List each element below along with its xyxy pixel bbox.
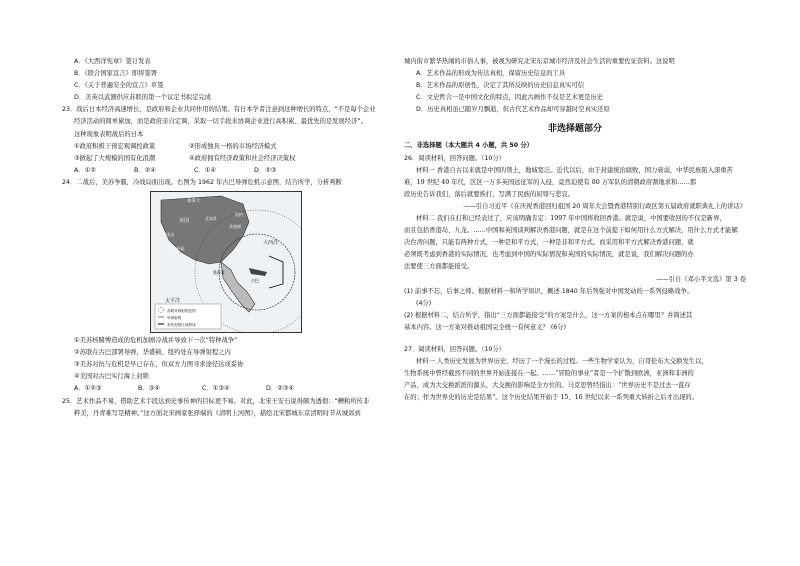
q27-material1-line1: 材料一 人类历史发展为世界历史，经历了一个漫长的过程。一些生物学家认为，自哥伦布大交换发生以，	[416, 358, 708, 366]
part-title: 非选择题部分	[547, 124, 602, 135]
q24-choice-4: ④美国对古巴实行海上封锁	[74, 373, 149, 381]
q23-choice-4: ④政府拥有经济政策和社会经济决策权	[189, 154, 296, 162]
q27-material1-line3: 产品，成为大交换派派的源头，大交换的影响是全方位的。马克思曾经指出：“世界历史不是过去一直存	[404, 382, 691, 390]
cuban-missile-crisis-map	[150, 191, 302, 333]
q26-material2-source: ——引自《邓小平文选》第 3 卷	[656, 275, 746, 283]
q23-answer-d: D．②③	[254, 166, 277, 174]
q24-answer-d: D．②③④	[266, 385, 295, 393]
spacer	[404, 334, 746, 344]
q23-choice-1: ①政府积极干预宏观调控政策	[74, 142, 156, 150]
legend-item-3: 美军封锁区域界线	[167, 323, 196, 328]
q23-answer-c: C．①④	[194, 166, 216, 174]
q26-material1-source: ——引自习近平《在庆祝香港回归祖国 20 周年大会暨香港特别行政区第五届政府就职典礼上的讲话》	[463, 202, 746, 210]
q26-sub2-line2: 基本内容。这一方案对推动祖国完全统一有何意义？ (6分)	[404, 323, 567, 331]
map-label-canada: 加拿大	[187, 199, 201, 205]
q26-sub1: (1) 前事不忘，后事之师。根据材料一和所学知识，概述 1840 年后列强对中国发动的一系列侵略战争。	[404, 287, 694, 295]
q24-stem: 24．二战后，美苏争霸，冷战局面出现。右图为 1962 年古巴导弹危机示意图，结合所学，分析判断	[62, 178, 342, 186]
q22-option-a: A．《大西洋宪章》签订发表	[74, 58, 151, 65]
q26-material1-line1: 材料一 香港自古以来就是中国的领土，地域宽泛。近代以后，由于封建统治腐败，国力衰弱，中华民族陷入深重苦	[416, 166, 733, 174]
q22-option-d: D．美英以武器供应苏联的第一个议定书拟定完成	[74, 94, 212, 102]
q26-heading: 26．阅读材料，回答问题。（10分）	[404, 154, 506, 162]
q24-choice-3: ③美苏对抗与危机是早已存在，但双方力图寻求途径达成妥协	[74, 361, 244, 369]
map-svg	[151, 192, 301, 332]
right-column	[404, 56, 746, 404]
map-label-washington: 华盛顿	[229, 224, 241, 230]
q23-answer-b: B．②④	[134, 166, 156, 174]
q27-heading: 27．阅读材料，回答问题。（10分）	[404, 345, 506, 353]
q26-material2-line3: 决台湾问题，只能有两种方式，一种是和平方式，一种是非和平方式。而采用和平方式解决香港问题，就	[404, 239, 694, 247]
q24-answer-a: A．①②③	[74, 385, 102, 393]
q23-choice-3: ③掀起了大规模的国有化浪潮	[74, 154, 156, 162]
q25-option-c: C．文史哲合一是中国文化的特点，因此古画作不仅是艺术更是历史	[416, 94, 604, 102]
q26-material1-line3: 段历史告诉我们，落后就要挨打，写满了民族的屈辱与悲哀。	[404, 190, 575, 198]
map-label-atlantic: 大西洋	[263, 240, 279, 247]
q24-answer-b: B．③④	[138, 385, 160, 393]
section-two-heading: 二、非选择题（本大题共 4 小题，共 50 分）	[404, 142, 533, 150]
q23-choices-row2	[62, 153, 397, 165]
q24-choice-2: ②苏联在古巴部署导弹，华盛顿、纽约处在导弹射程之内	[74, 349, 231, 357]
q22-option-b: B．《联合国家宣言》即将签署	[74, 70, 158, 78]
q23-choice-2: ②形成独具一格的市场经济模式	[189, 142, 277, 150]
map-label-losangeles: 洛杉矶	[173, 246, 185, 252]
q26-material2-line2: 而且包括香港岛、九龙。……中国和英国谈判解决香港问题，就是在这个前提下如何用什么方式解决，用什么方式才能解	[404, 227, 738, 235]
q23-stem-line1: 23．战后日本经济高速增长，是政府和企业共同作用的结果。有日本学者注意到这种增长的特点，“不是每个企业	[62, 106, 376, 114]
q26-sub2-line1: (2) 根据材料二，结合所学，指出“三方面都能接受”的方案是什么，这一方案的根本点在哪里？并简述其	[404, 311, 693, 319]
q22-option-c: C．《关于普遍安全的宣言》草签	[74, 82, 164, 90]
map-label-sanfrancisco: 旧金山	[163, 232, 175, 238]
q24-answer-c: C．①③④	[202, 385, 230, 393]
q24-choice-1: ①美苏核赌博造成的危机加剧冷战并导致下一次“特种战争”	[74, 337, 238, 345]
q27-material1-line4: 在的；作为世界史的历史是结果”。这个历史结果开始于 15、16 世纪以来一系列重大转折之后才出现的。	[404, 394, 699, 402]
q26-material2-line4: 必须既考虑到香港的实际情况，也考虑到中国的实际情况和英国的实际情况，就是说，我们解决问题的办	[404, 251, 694, 259]
q23-choices-row1	[62, 141, 397, 153]
legend-item-2: 导弹射程	[167, 316, 182, 321]
left-column	[62, 56, 397, 420]
q25-stem-line2: 粹美，丹青难写是精神。”这方面北宋画家张择端的《清明上河图》，描绘北宋都城东京清明时节从城郊到	[74, 409, 361, 417]
map-label-mexico: 墨西哥	[213, 270, 225, 276]
q23-stem-line2: 经济活动的简单累加，而是政府亲自定调，采取一切手段来协调企业进行高积累、最优先的是发展经济”。	[74, 118, 367, 126]
q25-option-a: A．艺术作品的形成为传达真相，保留历史信息的工具	[416, 70, 566, 78]
legend-item-1: 苏联导弹射程范围	[167, 309, 196, 314]
q24-answers	[62, 383, 397, 395]
q23-answers	[62, 165, 397, 177]
q26-material2-line5: 法要使三方面都能接受。	[404, 263, 474, 271]
map-label-cuba: 古巴	[251, 278, 259, 284]
q27-material1-line2: 生物系统中曾经截然不同的世界开始连接在一起。……“冒险的事业”者是一个扩散到欧洲，亚洲和非洲的	[404, 370, 694, 378]
q25-option-b: B．艺术作品的原创性，决定了其所反映的历史信息真实可信	[416, 82, 585, 90]
q26-material2-line1: 材料二 我们在打和已经表过了，应该明确肯定：1997 年中国将收回香港。就是说，中国要收回的不仅是新界，	[416, 215, 726, 223]
q25-option-d: D．历史真相虽已随岁月飘逝，但古代艺术作品却可穿越时空真实还原	[416, 106, 610, 114]
q25-cont-line: 城内街市繁华热闹的市俗人事，被视为研究北宋东京城市经济及社会生活的重要佐证资料。这说明	[404, 58, 675, 65]
map-label-pacific: 太平洋	[165, 298, 181, 305]
map-label-chicago: 芝加哥	[205, 216, 217, 222]
q23-stem-line3: 这种现象表明战后的日本	[74, 130, 144, 138]
map-label-newyork: 纽约	[235, 212, 243, 218]
q26-material1-line2: 难，19 世纪 40 年代，区区一万多英国远征军的入侵，竟然迫使有 80 万军队的清朝政府割地求和……那	[404, 178, 697, 186]
q26-sub1-points: (4分)	[416, 299, 432, 307]
map-label-usa: 美国	[179, 218, 190, 225]
q23-answer-a: A．①②	[74, 166, 96, 174]
q25-stem-line1: 25．艺术作品不易，借助艺术手段达到史事传神的目标更不易。对此，北宋王安石说得颇为透彻：“糟粕所传非	[62, 397, 370, 405]
